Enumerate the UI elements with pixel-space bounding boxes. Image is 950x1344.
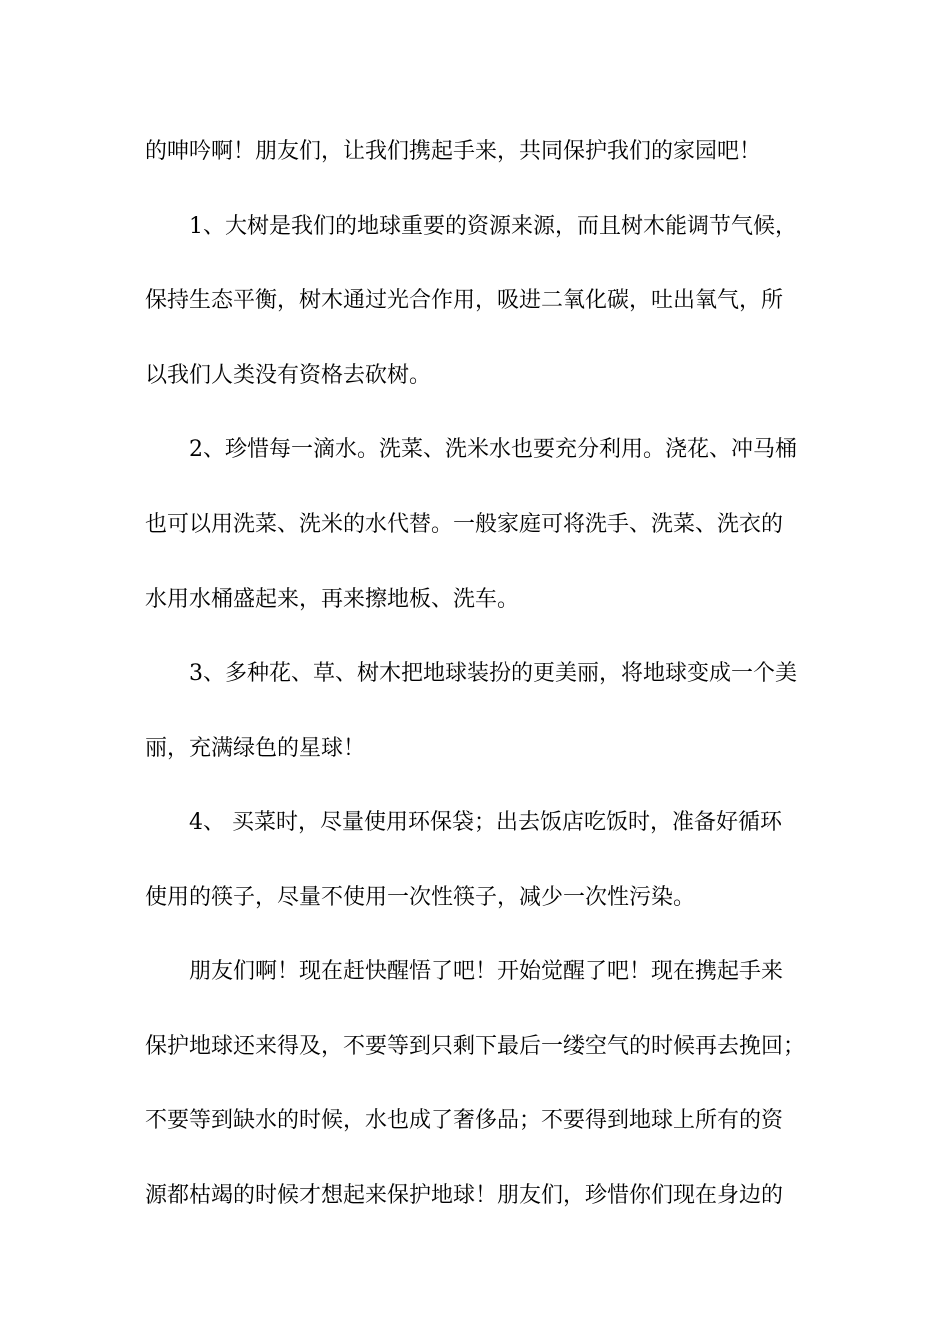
text-line-3: 保持生态平衡，树木通过光合作用，吸进二氧化碳，吐出氧气，所 xyxy=(145,288,784,313)
text-line-12: 朋友们啊！现在赶快醒悟了吧！开始觉醒了吧！现在携起手来 xyxy=(189,959,784,984)
text-line-11: 使用的筷子，尽量不使用一次性筷子，减少一次性污染。 xyxy=(145,885,696,910)
text-line-8: 3、多种花、草、树木把地球装扮的更美丽，将地球变成一个美 xyxy=(189,661,797,686)
text-line-13: 保护地球还来得及，不要等到只剩下最后一缕空气的时候再去挽回； xyxy=(145,1034,806,1059)
text-line-6: 也可以用洗菜、洗米的水代替。一般家庭可将洗手、洗菜、洗衣的 xyxy=(145,512,784,537)
text-line-9: 丽，充满绿色的星球！ xyxy=(145,736,366,761)
text-line-7: 水用水桶盛起来，再来擦地板、洗车。 xyxy=(145,587,520,612)
text-line-2: 1、大树是我们的地球重要的资源来源，而且树木能调节气候， xyxy=(189,214,797,239)
text-line-1: 的呻吟啊！朋友们，让我们携起手来，共同保护我们的家园吧！ xyxy=(145,139,762,164)
text-line-14: 不要等到缺水的时候，水也成了奢侈品；不要得到地球上所有的资 xyxy=(145,1108,784,1133)
text-line-10: 4、 买菜时，尽量使用环保袋；出去饭店吃饭时，准备好循环 xyxy=(189,810,782,835)
text-line-15: 源都枯竭的时候才想起来保护地球！朋友们，珍惜你们现在身边的 xyxy=(145,1183,784,1208)
text-line-4: 以我们人类没有资格去砍树。 xyxy=(145,363,432,388)
text-line-5: 2、珍惜每一滴水。洗菜、洗米水也要充分利用。浇花、冲马桶 xyxy=(189,437,797,462)
